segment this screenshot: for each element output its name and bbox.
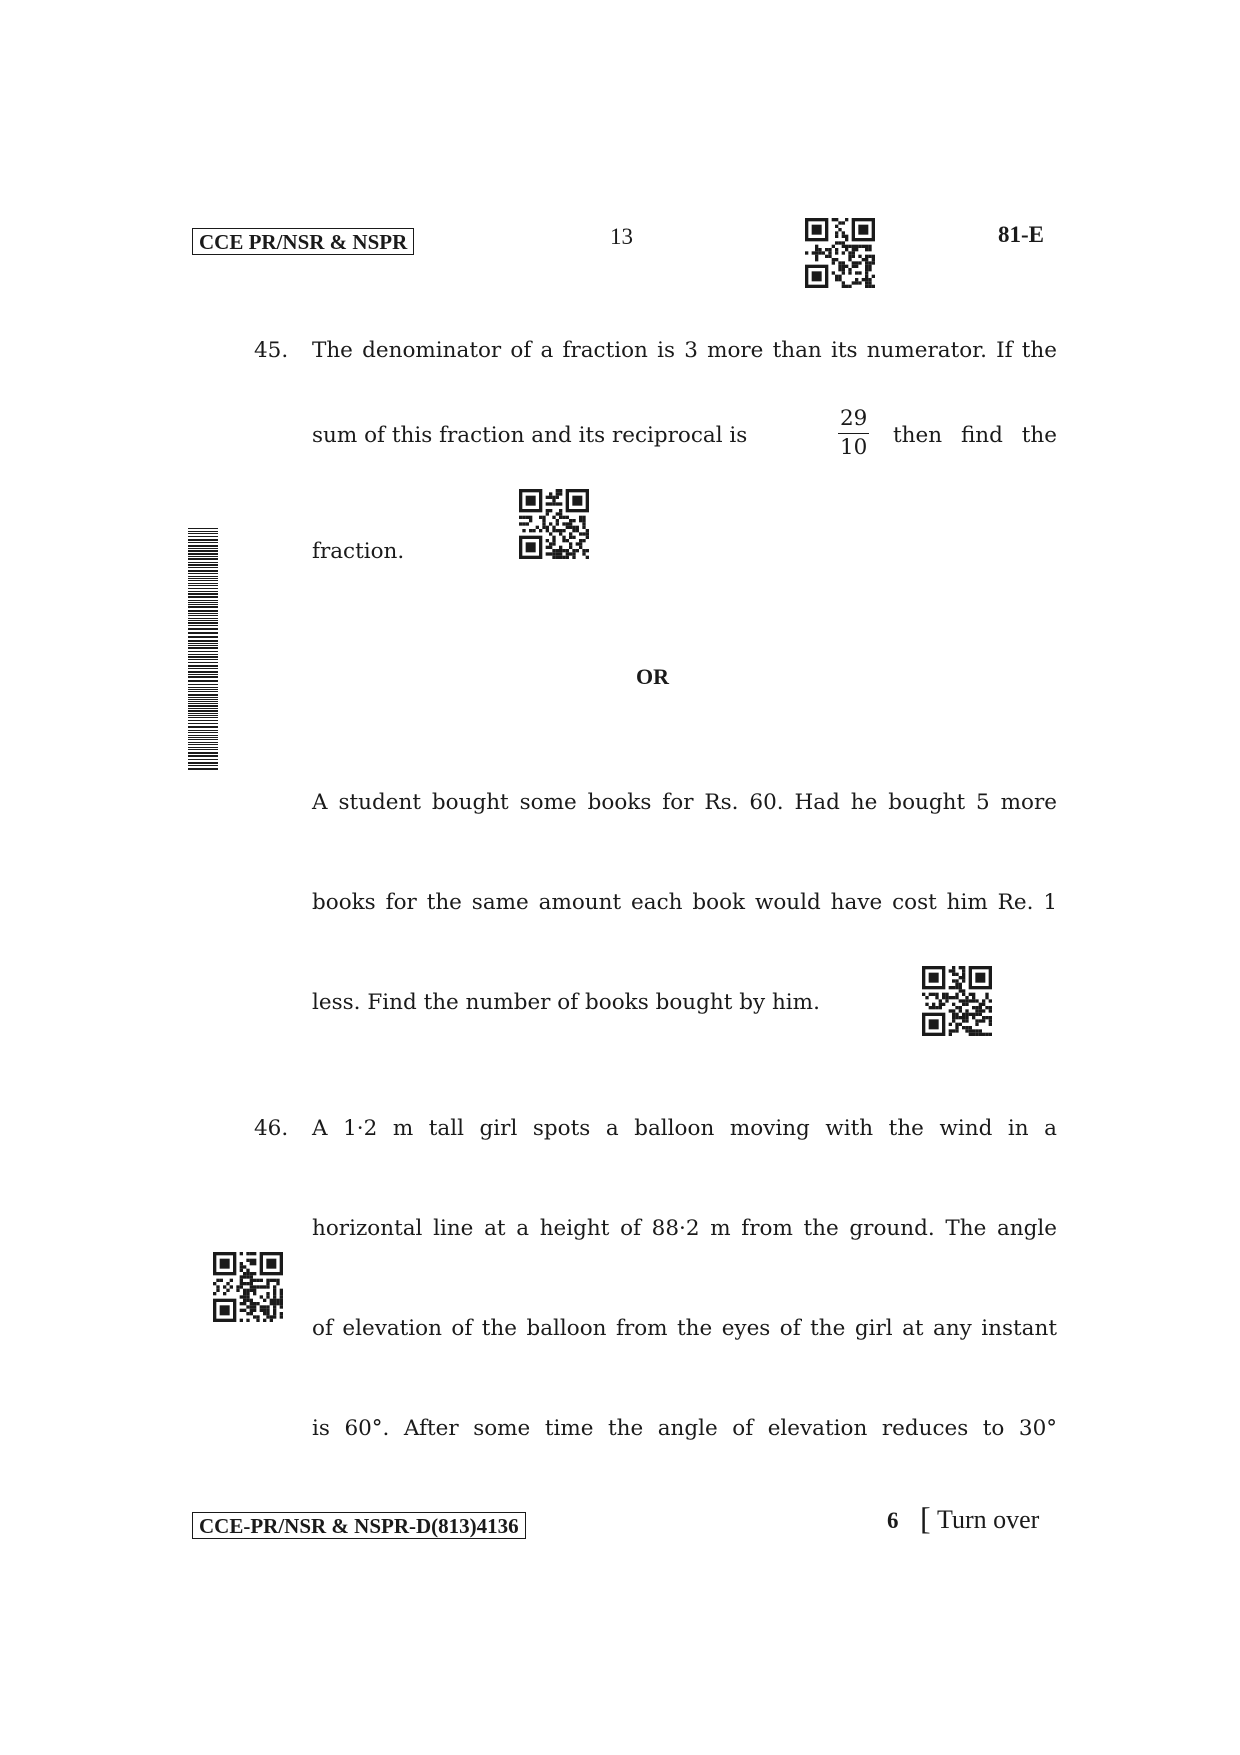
q45-alt-line-1: A student bought some books for Rs. 60. Had he bought 5 more bbox=[312, 790, 1057, 815]
qr-code-icon-q45-or bbox=[922, 966, 992, 1036]
question-number-45: 45. bbox=[254, 338, 289, 363]
q45-alt-line-3: less. Find the number of books bought by him. bbox=[312, 990, 820, 1015]
header-paper-code: 81-E bbox=[998, 222, 1044, 247]
qr-code-icon-q46 bbox=[213, 1252, 283, 1322]
fraction-29-10 bbox=[838, 405, 869, 462]
barcode-icon bbox=[188, 528, 218, 772]
fraction-numerator: 29 bbox=[838, 405, 869, 434]
q46-line-4: is 60°. After some time the angle of elevation reduces to 30° bbox=[312, 1416, 1057, 1441]
q46-line-2: horizontal line at a height of 88·2 m from the ground. The angle bbox=[312, 1216, 1057, 1241]
turn-over-label: Turn over bbox=[937, 1505, 1040, 1534]
qr-code-icon-q45 bbox=[519, 489, 589, 559]
q46-line-1: A 1·2 m tall girl spots a balloon moving with the wind in a bbox=[312, 1116, 1057, 1141]
q45-line-3: fraction. bbox=[312, 539, 405, 564]
footer-code-box: CCE-PR/NSR & NSPR-D(813)4136 bbox=[192, 1512, 526, 1539]
bracket-icon: [ bbox=[920, 1500, 931, 1536]
or-separator: OR bbox=[636, 664, 669, 689]
question-number-46: 46. bbox=[254, 1116, 289, 1141]
footer-page-number: 6 bbox=[887, 1508, 899, 1533]
header-code-box: CCE PR/NSR & NSPR bbox=[192, 228, 414, 255]
q45-line-2b: then find the bbox=[893, 423, 1057, 448]
q46-line-3: of elevation of the balloon from the eyes of the girl at any instant bbox=[312, 1316, 1057, 1341]
q45-line-1: The denominator of a fraction is 3 more than its numerator. If the bbox=[312, 338, 1057, 363]
qr-code-icon-header bbox=[805, 218, 875, 288]
header-center-number: 13 bbox=[610, 224, 633, 249]
q45-line-2a: sum of this fraction and its reciprocal is bbox=[312, 423, 748, 448]
fraction-denominator: 10 bbox=[840, 435, 868, 460]
q45-alt-line-2: books for the same amount each book would have cost him Re. 1 bbox=[312, 890, 1057, 915]
